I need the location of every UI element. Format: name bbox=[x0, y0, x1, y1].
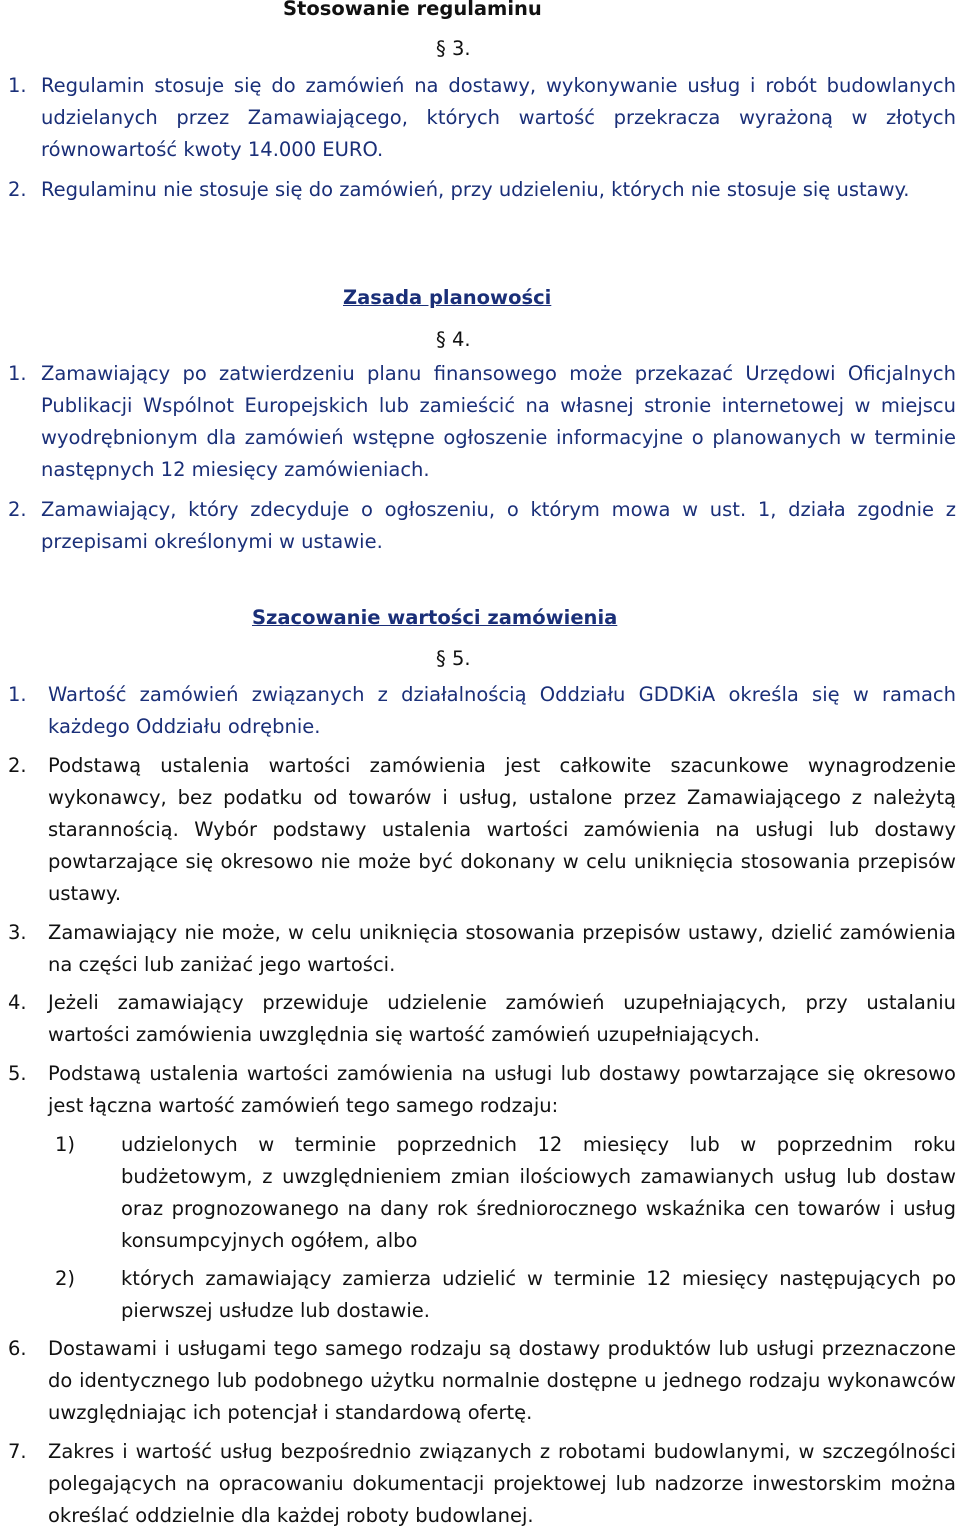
item-text: Podstawą ustalenia wartości zamówienia jest całkowite szacunkowe wynagrodzenie wykonawcy, bez podatku od towarów i usług, ustalone przez Zamawiającego z należytą starannością. Wybór podstawy ustalenia wartości zamówienia na usługi lub dostawy powtarzające się okresowo nie może być dokonany w celu uniknięcia stosowania przepisów ustawy. bbox=[48, 754, 956, 905]
item-number: 1. bbox=[8, 683, 27, 706]
item-text: Regulaminu nie stosuje się do zamówień, przy udzieleniu, których nie stosuje się ustawy. bbox=[41, 178, 910, 201]
list-item bbox=[8, 750, 956, 914]
section-title-planowosc: Zasada planowości bbox=[343, 286, 552, 309]
item-text: Zamawiający nie może, w celu uniknięcia stosowania przepisów ustawy, dzielić zamówienia na części lub zaniżać jego wartości. bbox=[48, 921, 956, 976]
sub-list-item bbox=[55, 1263, 956, 1331]
sub-item-number: 2) bbox=[55, 1267, 76, 1290]
paragraph-mark-5: § 5. bbox=[436, 647, 471, 670]
item-text: Zamawiający, który zdecyduje o ogłoszeniu, o którym mowa w ust. 1, działa zgodnie z przepisami określonymi w ustawie. bbox=[41, 498, 956, 553]
paragraph-mark-3: § 3. bbox=[436, 37, 471, 60]
list-item bbox=[8, 679, 956, 747]
item-number: 4. bbox=[8, 991, 27, 1014]
item-number: 2. bbox=[8, 498, 27, 521]
item-text: Jeżeli zamawiający przewiduje udzielenie zamówień uzupełniających, przy ustalaniu wartości zamówienia uwzględnia się wartość zamówień uzupełniających. bbox=[48, 991, 956, 1046]
sub-item-number: 1) bbox=[55, 1133, 76, 1156]
sub-item-text: których zamawiający zamierza udzielić w terminie 12 miesięcy następujących po pierwszej usłudze lub dostawie. bbox=[121, 1267, 956, 1322]
list-item bbox=[8, 70, 956, 170]
item-text: Wartość zamówień związanych z działalnością Oddziału GDDKiA określa się w ramach każdego Oddziału odrębnie. bbox=[48, 683, 956, 738]
item-text: Dostawami i usługami tego samego rodzaju są dostawy produktów lub usługi przeznaczone do identycznego lub podobnego użytku normalnie dostępne u jednego rodzaju wykonawców uwzględniając ich potencjał i standardową ofertę. bbox=[48, 1337, 956, 1424]
item-number: 5. bbox=[8, 1062, 27, 1085]
section-title-szacowanie: Szacowanie wartości zamówienia bbox=[252, 606, 618, 629]
item-number: 7. bbox=[8, 1440, 27, 1463]
item-number: 2. bbox=[8, 754, 27, 777]
list-item bbox=[8, 1058, 956, 1126]
list-item bbox=[8, 917, 956, 985]
list-item bbox=[8, 987, 956, 1055]
list-item bbox=[8, 1333, 956, 1433]
item-number: 3. bbox=[8, 921, 27, 944]
item-number: 1. bbox=[8, 74, 27, 97]
item-number: 2. bbox=[8, 178, 27, 201]
item-text: Zakres i wartość usług bezpośrednio związanych z robotami budowlanymi, w szczególności polegających na opracowaniu dokumentacji projektowej lub nadzorze inwestorskim można określać oddzielnie dla każdej roboty budowlanej. bbox=[48, 1440, 956, 1527]
item-text: Zamawiający po zatwierdzeniu planu finansowego może przekazać Urzędowi Oficjalnych Publikacji Wspólnot Europejskich lub zamieścić na własnej stronie internetowej w miejscu wyodrębnionym dla zamówień wstępne ogłoszenie informacyjne o planowanych w terminie następnych 12 miesięcy zamówieniach. bbox=[41, 362, 956, 481]
sub-item-text: udzielonych w terminie poprzednich 12 miesięcy lub w poprzednim roku budżetowym, z uwzględnieniem zmian ilościowych zamawianych usług lub dostaw oraz prognozowanego na dany rok średniorocznego wskaźnika cen towarów i usług konsumpcyjnych ogółem, albo bbox=[121, 1133, 956, 1252]
section-title-stosowanie: Stosowanie regulaminu bbox=[283, 0, 542, 20]
list-item bbox=[8, 1436, 956, 1528]
paragraph-mark-4: § 4. bbox=[436, 328, 471, 351]
item-text: Podstawą ustalenia wartości zamówienia na usługi lub dostawy powtarzające się okresowo jest łączna wartość zamówień tego samego rodzaju: bbox=[48, 1062, 956, 1117]
list-item bbox=[8, 494, 956, 562]
sub-list-item bbox=[55, 1129, 956, 1261]
item-number: 6. bbox=[8, 1337, 27, 1360]
list-item bbox=[8, 174, 956, 242]
list-item bbox=[8, 358, 956, 490]
item-text: Regulamin stosuje się do zamówień na dostawy, wykonywanie usług i robót budowlanych udzielanych przez Zamawiającego, których wartość przekracza wyrażoną w złotych równowartość kwoty 14.000 EURO. bbox=[41, 74, 956, 161]
item-number: 1. bbox=[8, 362, 27, 385]
